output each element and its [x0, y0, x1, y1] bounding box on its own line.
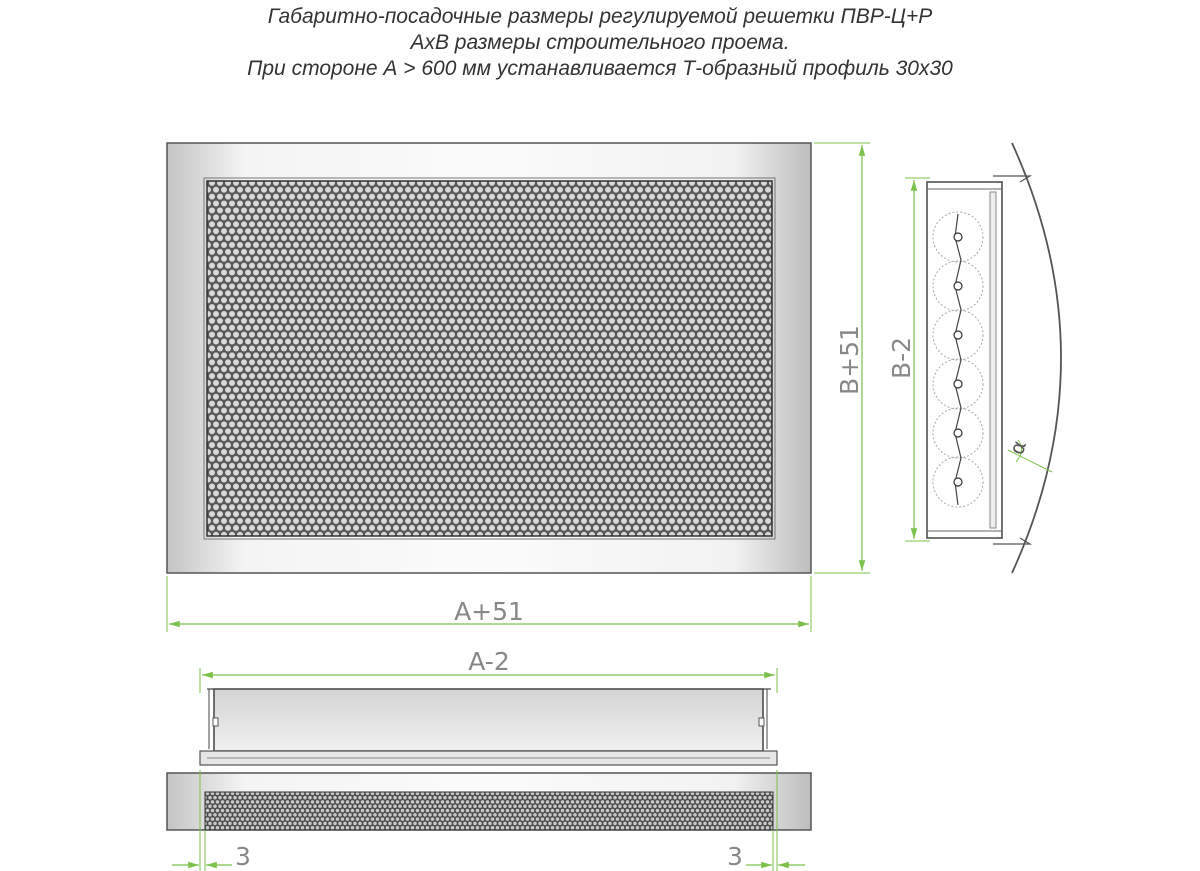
dimension-front-width — [167, 576, 811, 632]
dim-label-a-minus-2: A-2 — [468, 647, 510, 676]
dim-label-a-plus-51: A+51 — [454, 597, 524, 626]
title-line-2: АхВ размеры строительного проема. — [410, 31, 790, 54]
side-frame-curve — [1012, 143, 1061, 573]
side-inner-panel — [990, 192, 996, 528]
front-view — [167, 143, 811, 573]
title-line-1: Габаритно-посадочные размеры регулируемой решетки ПВР-Ц+Р — [267, 5, 933, 28]
dim-label-b-plus-51: B+51 — [835, 325, 864, 395]
title-line-3: При стороне А > 600 мм устанавливается Т-образный профиль 30х30 — [247, 57, 953, 80]
dim-label-alpha: α — [1004, 437, 1032, 458]
dim-label-right-3: 3 — [727, 842, 743, 871]
dim-label-b-minus-2: B-2 — [887, 336, 916, 380]
dimension-front-height — [814, 143, 870, 573]
perforated-panel — [207, 181, 772, 536]
plan-view — [167, 689, 811, 830]
side-view — [927, 143, 1061, 573]
dimension-side-height — [887, 178, 930, 541]
plan-mounting-box — [214, 689, 763, 751]
dimension-plan-width — [200, 647, 777, 693]
plan-perforated-strip — [205, 792, 773, 830]
dim-label-left-3: 3 — [235, 842, 251, 871]
